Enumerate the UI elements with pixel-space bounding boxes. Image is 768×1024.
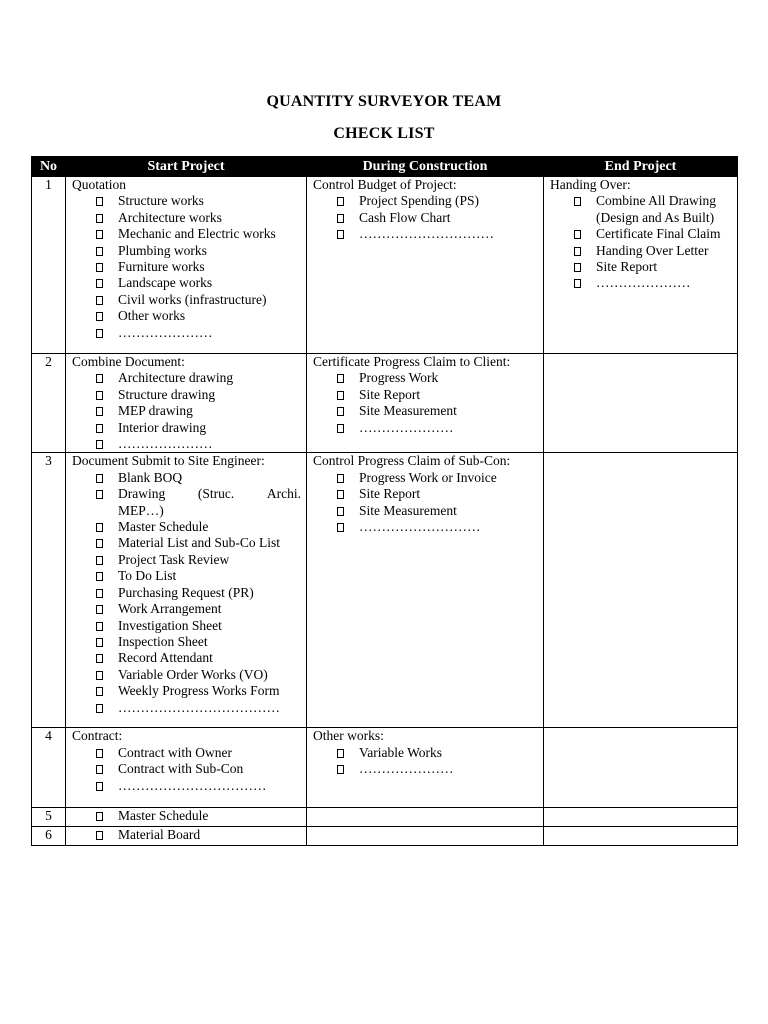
checklist-item[interactable]: Certificate Final Claim <box>574 226 732 242</box>
checklist-item[interactable]: Furniture works <box>96 259 301 275</box>
start-project-cell <box>66 827 307 846</box>
during-construction-cell <box>307 453 544 728</box>
page-title: QUANTITY SURVEYOR TEAM <box>266 93 502 110</box>
checklist-table <box>31 156 738 846</box>
row-number: 1 <box>32 177 66 354</box>
column-header-during-construction: During Construction <box>307 157 544 177</box>
checklist-item[interactable]: Contract with Sub-Con <box>96 761 301 777</box>
row-number: 2 <box>32 354 66 453</box>
checklist-item[interactable]: Weekly Progress Works Form <box>96 683 301 699</box>
checkbox-icon[interactable] <box>96 296 103 305</box>
column-header-no: No <box>32 157 66 177</box>
checklist-item[interactable]: Plumbing works <box>96 243 301 259</box>
checklist-item[interactable]: MEP drawing <box>96 403 301 419</box>
checklist-item[interactable]: Site Report <box>337 486 538 502</box>
checkbox-icon[interactable] <box>96 671 103 680</box>
checkbox-icon[interactable] <box>574 247 581 256</box>
checkbox-icon[interactable] <box>337 391 344 400</box>
checklist-item[interactable]: Civil works (infrastructure) <box>96 292 301 308</box>
table-row <box>32 177 738 354</box>
checkbox-icon[interactable] <box>96 474 103 483</box>
section-heading: Handing Over: <box>550 177 631 192</box>
section-heading: Quotation <box>72 177 126 192</box>
checklist-item[interactable]: Interior drawing <box>96 420 301 436</box>
section-heading: Certificate Progress Claim to Client: <box>313 354 511 369</box>
checkbox-icon[interactable] <box>96 638 103 647</box>
end-project-cell <box>544 177 738 354</box>
checkbox-icon[interactable] <box>337 230 344 239</box>
drawing-first-line: Drawing (Struc. Archi. <box>118 486 301 502</box>
checklist-item[interactable]: Site Measurement <box>337 403 538 419</box>
checkbox-icon[interactable] <box>337 523 344 532</box>
checklist-item-blank[interactable]: ………………… <box>96 436 301 452</box>
checkbox-icon[interactable] <box>96 214 103 223</box>
checklist-item-blank[interactable]: …………………………… <box>96 778 301 794</box>
table-header-row <box>32 157 738 177</box>
checkbox-icon[interactable] <box>574 263 581 272</box>
checkbox-icon[interactable] <box>96 654 103 663</box>
checkbox-icon[interactable] <box>96 263 103 272</box>
during-construction-cell <box>307 354 544 453</box>
checkbox-icon[interactable] <box>96 391 103 400</box>
checkbox-icon[interactable] <box>96 197 103 206</box>
checkbox-icon[interactable] <box>337 197 344 206</box>
checklist-item[interactable]: Investigation Sheet <box>96 618 301 634</box>
checkbox-icon[interactable] <box>96 831 103 840</box>
checklist-item[interactable]: Progress Work <box>337 370 538 386</box>
checklist-item[interactable]: Structure drawing <box>96 387 301 403</box>
checklist-item[interactable]: Blank BOQ <box>96 470 301 486</box>
checkbox-icon[interactable] <box>96 572 103 581</box>
checklist-item-blank[interactable]: ………………… <box>337 420 538 436</box>
section-heading: Other works: <box>313 728 384 744</box>
page-subtitle: CHECK LIST <box>333 125 435 142</box>
checkbox-icon[interactable] <box>574 279 581 288</box>
checkbox-icon[interactable] <box>96 749 103 758</box>
checklist-item[interactable]: Master Schedule <box>96 519 301 535</box>
checklist-item-drawing[interactable] <box>96 486 301 519</box>
checklist-item-blank[interactable]: ………………………… <box>337 226 538 242</box>
checklist-item[interactable]: Work Arrangement <box>96 601 301 617</box>
column-header-start-project: Start Project <box>66 157 307 177</box>
end-project-cell <box>544 354 738 453</box>
checklist-item[interactable]: Project Spending (PS) <box>337 193 538 209</box>
checkbox-icon[interactable] <box>574 197 581 206</box>
checklist-item[interactable]: Architecture drawing <box>96 370 301 386</box>
during-construction-cell <box>307 177 544 354</box>
checklist-item[interactable]: Variable Order Works (VO) <box>96 667 301 683</box>
section-heading: Document Submit to Site Engineer: <box>72 453 265 469</box>
checkbox-icon[interactable] <box>96 605 103 614</box>
checkbox-icon[interactable] <box>337 424 344 433</box>
checkbox-icon[interactable] <box>96 765 103 774</box>
table-row <box>32 728 738 808</box>
checkbox-icon[interactable] <box>96 312 103 321</box>
checkbox-icon[interactable] <box>96 812 103 821</box>
during-construction-cell <box>307 827 544 846</box>
table-row <box>32 808 738 827</box>
checklist-item[interactable]: To Do List <box>96 568 301 584</box>
checkbox-icon[interactable] <box>337 474 344 483</box>
checkbox-icon[interactable] <box>96 782 103 791</box>
checkbox-icon[interactable] <box>96 440 103 449</box>
checkbox-icon[interactable] <box>96 490 103 499</box>
checkbox-icon[interactable] <box>96 704 103 713</box>
section-heading: Contract: <box>72 728 123 744</box>
table-row <box>32 827 738 846</box>
checklist-item[interactable]: Combine All Drawing (Design and As Built) <box>574 193 732 226</box>
checkbox-icon[interactable] <box>96 523 103 532</box>
section-heading: Control Progress Claim of Sub-Con: <box>313 453 511 469</box>
checklist-item[interactable]: Variable Works <box>337 745 538 761</box>
checklist-item-blank[interactable]: ……………………………… <box>96 700 301 716</box>
checkbox-icon[interactable] <box>96 329 103 338</box>
checklist-item[interactable]: Cash Flow Chart <box>337 210 538 226</box>
end-project-cell <box>544 808 738 827</box>
checklist-item-blank[interactable]: ………………… <box>574 275 732 291</box>
start-project-cell <box>66 177 307 354</box>
checkbox-icon[interactable] <box>337 214 344 223</box>
checkbox-icon[interactable] <box>574 230 581 239</box>
checklist-item[interactable]: Contract with Owner <box>96 745 301 761</box>
checklist-item[interactable]: Record Attendant <box>96 650 301 666</box>
checklist-item-blank[interactable]: ………………… <box>96 325 301 341</box>
section-heading: Control Budget of Project: <box>313 177 457 192</box>
checkbox-icon[interactable] <box>96 556 103 565</box>
checklist-item[interactable]: Progress Work or Invoice <box>337 470 538 486</box>
column-header-end-project: End Project <box>544 157 738 177</box>
row-number: 5 <box>32 808 66 827</box>
checkbox-icon[interactable] <box>96 247 103 256</box>
end-project-cell <box>544 453 738 728</box>
checkbox-icon[interactable] <box>96 589 103 598</box>
row-number: 6 <box>32 827 66 846</box>
checkbox-icon[interactable] <box>96 622 103 631</box>
drawing-second-line: MEP…) <box>118 502 164 518</box>
checklist-item[interactable]: Structure works <box>96 193 301 209</box>
checklist-item[interactable]: Site Report <box>337 387 538 403</box>
checkbox-icon[interactable] <box>337 507 344 516</box>
checkbox-icon[interactable] <box>96 687 103 696</box>
checklist-item[interactable]: Other works <box>96 308 301 324</box>
checklist-item-blank[interactable]: ……………………… <box>337 519 538 535</box>
checklist-item[interactable]: Site Report <box>574 259 732 275</box>
checklist-item[interactable]: Handing Over Letter <box>574 243 732 259</box>
checklist-item[interactable]: Project Task Review <box>96 552 301 568</box>
end-project-cell <box>544 827 738 846</box>
table-row <box>32 453 738 728</box>
checklist-item[interactable]: Inspection Sheet <box>96 634 301 650</box>
checklist-item[interactable]: Landscape works <box>96 275 301 291</box>
table-row <box>32 354 738 453</box>
checklist-item[interactable]: Purchasing Request (PR) <box>96 585 301 601</box>
checkbox-icon[interactable] <box>96 230 103 239</box>
checkbox-icon[interactable] <box>96 407 103 416</box>
checklist-item[interactable]: Material Board <box>96 827 301 843</box>
checkbox-icon[interactable] <box>96 539 103 548</box>
start-project-cell <box>66 808 307 827</box>
checkbox-icon[interactable] <box>337 490 344 499</box>
checklist-item[interactable]: Site Measurement <box>337 503 538 519</box>
during-construction-cell <box>307 808 544 827</box>
checklist-item[interactable]: Architecture works <box>96 210 301 226</box>
start-project-cell <box>66 728 307 808</box>
checkbox-icon[interactable] <box>337 749 344 758</box>
during-construction-cell <box>307 728 544 808</box>
checkbox-icon[interactable] <box>337 407 344 416</box>
checklist-item[interactable]: Mechanic and Electric works <box>96 226 301 242</box>
checklist-item[interactable]: Master Schedule <box>96 808 301 824</box>
checkbox-icon[interactable] <box>96 279 103 288</box>
section-heading: Combine Document: <box>72 354 185 369</box>
checkbox-icon[interactable] <box>337 765 344 774</box>
start-project-cell <box>66 354 307 453</box>
end-project-cell <box>544 728 738 808</box>
row-number: 3 <box>32 453 66 728</box>
checkbox-icon[interactable] <box>337 374 344 383</box>
checkbox-icon[interactable] <box>96 424 103 433</box>
start-project-cell <box>66 453 307 728</box>
row-number: 4 <box>32 728 66 808</box>
checklist-item[interactable]: Material List and Sub-Co List <box>96 535 301 551</box>
checklist-item-blank[interactable]: ………………… <box>337 761 538 777</box>
checkbox-icon[interactable] <box>96 374 103 383</box>
